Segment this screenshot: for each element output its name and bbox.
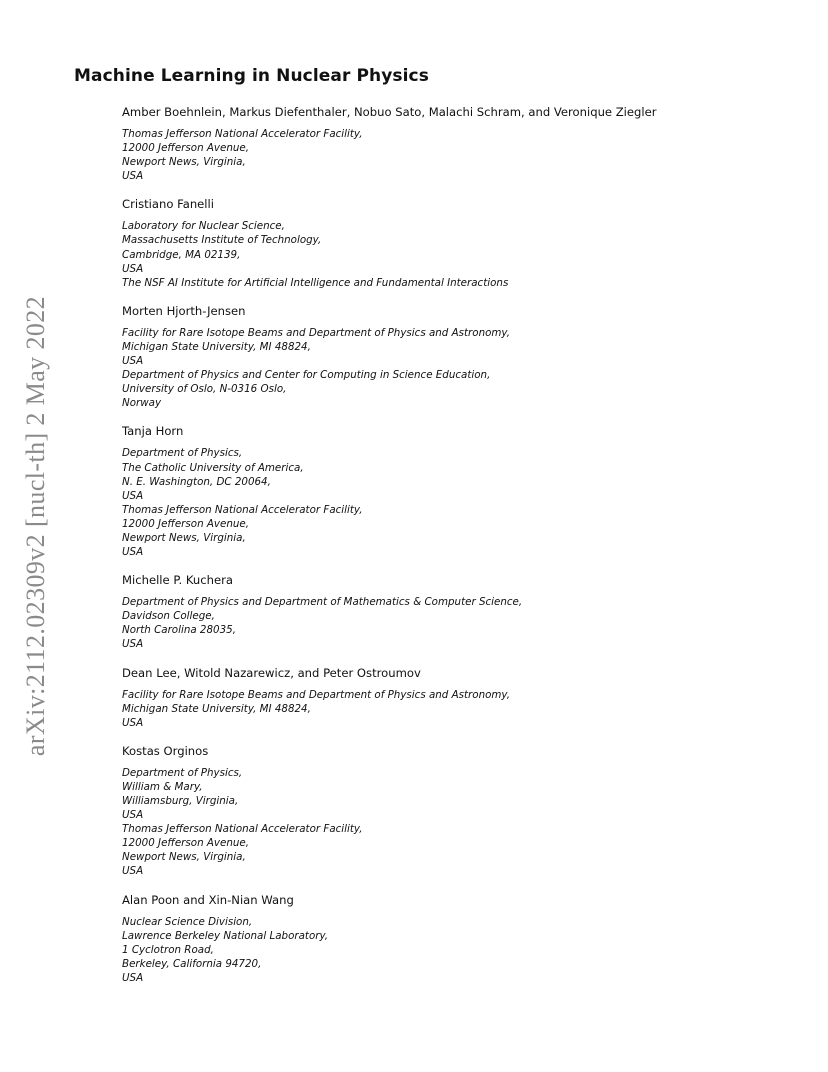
affiliation-block	[122, 326, 802, 411]
affiliation-line: Newport News, Virginia,	[122, 531, 246, 544]
affiliation-line: Newport News, Virginia,	[122, 851, 246, 864]
affiliation-line: Lawrence Berkeley National Laboratory,	[122, 929, 329, 942]
affiliation-line: Nuclear Science Division,	[122, 915, 253, 928]
author-names: Tanja Horn	[122, 424, 184, 439]
affiliation-line: Thomas Jefferson National Accelerator Facility,	[122, 823, 363, 836]
affiliation-line: Davidson College,	[122, 610, 215, 623]
affiliation-line: USA	[122, 489, 144, 502]
affiliation-line: Michigan State University, MI 48824,	[122, 340, 311, 353]
affiliation-block	[122, 595, 802, 651]
affiliation-line: Department of Physics,	[122, 766, 243, 779]
affiliation-block	[122, 766, 802, 879]
author-group	[122, 665, 802, 730]
affiliation-line: USA	[122, 170, 144, 183]
affiliation-line: USA	[122, 262, 144, 275]
affiliation-line: North Carolina 28035,	[122, 624, 236, 637]
affiliation-line: 12000 Jefferson Avenue,	[122, 837, 249, 850]
author-group	[122, 743, 802, 879]
affiliation-line: USA	[122, 716, 144, 729]
author-names: Kostas Orginos	[122, 743, 209, 758]
author-names: Alan Poon and Xin-Nian Wang	[122, 892, 294, 907]
affiliation-line: N. E. Washington, DC 20064,	[122, 475, 271, 488]
author-group	[122, 196, 802, 289]
affiliation-line: The NSF AI Institute for Artificial Intelligence and Fundamental Interactions	[122, 276, 509, 289]
author-names: Dean Lee, Witold Nazarewicz, and Peter Ostroumov	[122, 665, 421, 680]
affiliation-line: Facility for Rare Isotope Beams and Department of Physics and Astronomy,	[122, 688, 511, 701]
affiliation-line: Thomas Jefferson National Accelerator Facility,	[122, 503, 363, 516]
affiliation-line: 12000 Jefferson Avenue,	[122, 142, 249, 155]
arxiv-identifier-stamp: arXiv:2112.02309v2 [nucl-th] 2 May 2022	[21, 295, 50, 757]
paper-title: Machine Learning in Nuclear Physics	[74, 66, 429, 86]
affiliation-line: Cambridge, MA 02139,	[122, 248, 241, 261]
affiliation-line: Thomas Jefferson National Accelerator Facility,	[122, 128, 363, 140]
author-names: Amber Boehnlein, Markus Diefenthaler, Nobuo Sato, Malachi Schram, and Veronique Ziegler	[122, 105, 657, 119]
author-names: Michelle P. Kuchera	[122, 573, 233, 588]
author-group	[122, 104, 802, 183]
affiliation-line: Massachusetts Institute of Technology,	[122, 234, 322, 247]
affiliation-line: USA	[122, 809, 144, 822]
affiliation-line: USA	[122, 355, 144, 368]
affiliation-line: USA	[122, 971, 144, 984]
affiliation-line: Williamsburg, Virginia,	[122, 795, 239, 807]
affiliation-line: 12000 Jefferson Avenue,	[122, 517, 249, 530]
affiliation-block	[122, 219, 802, 289]
affiliation-block	[122, 688, 802, 730]
affiliation-block	[122, 446, 802, 559]
author-affiliation-list	[122, 104, 802, 998]
affiliation-line: Facility for Rare Isotope Beams and Department of Physics and Astronomy,	[122, 326, 511, 339]
affiliation-block	[122, 127, 802, 183]
author-group	[122, 892, 802, 985]
affiliation-line: Berkeley, California 94720,	[122, 957, 262, 970]
author-names: Morten Hjorth-Jensen	[122, 303, 246, 318]
author-names: Cristiano Fanelli	[122, 197, 214, 212]
affiliation-line: Department of Physics and Center for Computing in Science Education,	[122, 369, 491, 382]
affiliation-line: USA	[122, 546, 144, 559]
affiliation-line: USA	[122, 638, 144, 651]
affiliation-line: Norway	[122, 397, 162, 410]
affiliation-line: Department of Physics and Department of Mathematics & Computer Science,	[122, 596, 523, 609]
author-group	[122, 423, 802, 559]
affiliation-line: USA	[122, 865, 144, 878]
affiliation-line: William & Mary,	[122, 780, 203, 793]
affiliation-line: 1 Cyclotron Road,	[122, 943, 214, 956]
affiliation-line: Newport News, Virginia,	[122, 156, 246, 169]
author-group	[122, 303, 802, 411]
affiliation-line: Laboratory for Nuclear Science,	[122, 220, 285, 233]
affiliation-line: Department of Physics,	[122, 447, 243, 460]
affiliation-line: The Catholic University of America,	[122, 461, 304, 474]
affiliation-line: Michigan State University, MI 48824,	[122, 702, 311, 715]
author-group	[122, 572, 802, 651]
affiliation-line: University of Oslo, N-0316 Oslo,	[122, 383, 287, 396]
affiliation-block	[122, 915, 802, 985]
